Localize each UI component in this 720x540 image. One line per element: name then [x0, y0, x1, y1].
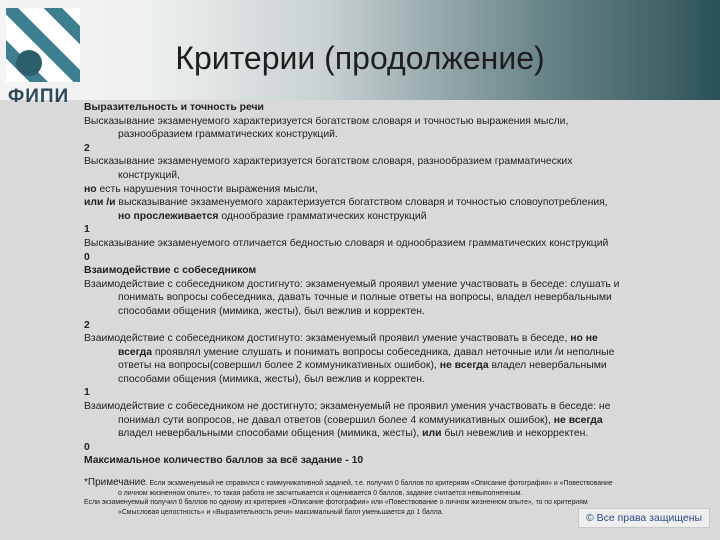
criteria-line: способами общения (мимика, жесты), был вежлив и корректен. — [118, 373, 425, 385]
slide-header — [0, 0, 720, 107]
criteria-heading: Взаимодействие с собеседником — [84, 265, 257, 277]
criteria-heading: Выразительность и точность речи — [84, 102, 264, 113]
criteria-line: владел невербальными способами общения (мимика, жесты), или был невежлив и некорректен. — [118, 428, 589, 440]
copyright-badge: © Все права защищены — [578, 508, 710, 528]
footnote-line: о личном жизненном опыте», то такая работа не засчитывается и оценивается 0 баллов, задание считается невыполненным. — [118, 489, 523, 497]
criteria-line: всегда проявлял умение слушать и понимать вопросы собеседника, давал неточные или /и неполные — [118, 346, 615, 358]
criteria-line: Взаимодействие с собеседником достигнуто: экзаменуемый проявил умение участвовать в беседе, но не — [84, 333, 598, 345]
score: 2 — [84, 319, 90, 331]
score: 2 — [84, 142, 90, 154]
slide-title — [0, 40, 720, 77]
logo-text: ФИПИ — [8, 86, 70, 107]
criteria-line: Высказывание экзаменуемого отличается бедностью словаря и однообразием грамматических конструкций — [84, 237, 609, 249]
criteria-line: но есть нарушения точности выражения мысли, — [84, 183, 318, 195]
score: 0 — [84, 251, 90, 263]
footnote-line: «Смысловая целостность» и «Выразительность речи» максимальный балл уменьшается до 1 балла. — [118, 508, 444, 516]
criteria-line: Высказывание экзаменуемого характеризуется богатством словаря и точностью выражения мысли, — [84, 115, 569, 127]
criteria-line: конструкций, — [118, 169, 180, 181]
criteria-line: понимать вопросы собеседника, давать точные и полные ответы на вопросы, владел невербальными — [118, 292, 612, 304]
criteria-content — [84, 101, 704, 468]
footnote-line: Если экзаменуемый получил 0 баллов по одному из критериев «Описание фотографии» или «Повествование о личном жизненном опыте», то по критериям — [84, 499, 588, 507]
criteria-line: способами общения (мимика, жесты), был вежлив и корректен. — [118, 305, 425, 317]
score: 1 — [84, 387, 90, 399]
criteria-line: ответы на вопросы(совершил более 2 коммуникативных ошибок), не всегда владел невербальными — [118, 360, 607, 372]
criteria-line: разнообразием грамматических конструкций. — [118, 129, 338, 141]
criteria-line: Взаимодействие с собеседником не достигнуто; экзаменуемый не проявил умения участвовать в беседе: не — [84, 401, 611, 413]
criteria-line: понимал сути вопросов, не давал ответов (совершил более 4 коммуникативных ошибок), не всегда — [118, 414, 603, 426]
footnote-line: *Примечание. Если экзаменуемый не справился с коммуникативной задачей, т.е. получил 0 баллов по критериям «Описание фотографии» и «Повествование — [84, 477, 613, 488]
score: 0 — [84, 441, 90, 453]
slide-title-text: Критерии (продолжение) — [175, 40, 545, 76]
criteria-line: Взаимодействие с собеседником достигнуто: экзаменуемый проявил умение участвовать в беседе: слушать и — [84, 278, 620, 290]
score: 1 — [84, 224, 90, 236]
criteria-line: Высказывание экзаменуемого характеризуется богатством словаря, разнообразием грамматических — [84, 156, 573, 168]
max-score-line: Максимальное количество баллов за всё задание - 10 — [84, 455, 364, 467]
criteria-line: или /и высказывание экзаменуемого характеризуется богатством словаря и точностью словоупотребления, — [84, 197, 608, 209]
criteria-line: но прослеживается однообразие грамматических конструкций — [118, 210, 427, 222]
